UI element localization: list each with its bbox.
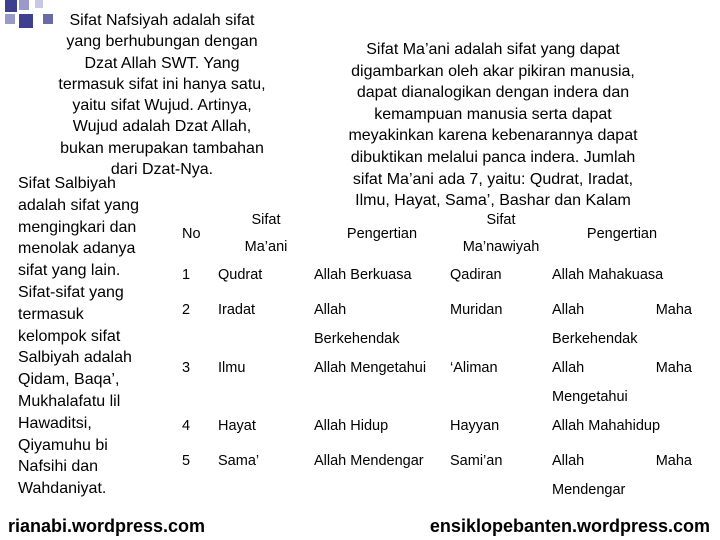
cell-pengertian: Allah Berkehendak [314, 302, 400, 347]
cell-word: Maha [655, 360, 692, 376]
cell-sifat-manawiyah: Muridan [450, 302, 503, 318]
sifat-table [182, 207, 692, 505]
table-row [182, 261, 692, 296]
cell-no: 3 [182, 360, 191, 376]
cell-no: 5 [182, 453, 191, 469]
cell-line [552, 447, 692, 476]
cell-pengertian-2: Allah Mahahidup [552, 418, 661, 434]
cell-word: Maha [655, 302, 692, 318]
cell-pengertian-2: Allah Mahakuasa [552, 267, 664, 283]
cell-word: Allah [552, 302, 585, 318]
header-sifat-manawiyah: Sifat Ma’nawiyah [462, 212, 540, 255]
cell-word: Allah [552, 360, 585, 376]
cell-line: Berkehendak [552, 331, 638, 347]
cell-pengertian: Allah Mendengar [314, 453, 424, 469]
cell-pengertian-2 [552, 354, 692, 412]
cell-sifat-maani: Ilmu [218, 360, 246, 376]
decor-square [19, 14, 33, 28]
decor-square [5, 0, 17, 12]
cell-sifat-maani: Iradat [218, 302, 256, 318]
decor-square [35, 0, 43, 8]
table-row [182, 296, 692, 354]
header-pengertian-2: Pengertian [586, 226, 658, 242]
cell-line: Mendengar [552, 482, 626, 498]
cell-word: Allah [552, 453, 585, 469]
table-row [182, 412, 692, 447]
cell-sifat-manawiyah: ‘Aliman [450, 360, 498, 376]
cell-no: 2 [182, 302, 191, 318]
maani-paragraph: Sifat Ma’ani adalah sifat yang dapat digambarkan oleh akar pikiran manusia, dapat dianalogikan dengan indera dan kemampuan manusia serta dapat meyakinkan karena kebenarannya dapat dibuktikan melalui panca indera. Jumlah sifat Ma’ani ada 7, yaitu: Qudrat, Iradat, Ilmu, Hayat, Sama’, Bashar dan Kalam [348, 41, 638, 210]
header-pengertian: Pengertian [346, 226, 418, 242]
nafsiyah-paragraph: Sifat Nafsiyah adalah sifat yang berhubungan dengan Dzat Allah SWT. Yang termasuk sifat ini hanya satu, yaitu sifat Wujud. Artinya, Wujud adalah Dzat Allah, bukan merupakan tambahan dari Dzat-Nya. [58, 12, 266, 179]
cell-pengertian-2 [552, 296, 692, 354]
cell-line [552, 296, 692, 325]
header-sifat-maani: Sifat Ma’ani [244, 212, 288, 255]
cell-sifat-manawiyah: Sami’an [450, 453, 503, 469]
cell-sifat-maani: Sama’ [218, 453, 260, 469]
footer-right-source: ensiklopebanten.wordpress.com [429, 516, 710, 536]
cell-line [552, 354, 692, 383]
cell-pengertian: Allah Berkuasa [314, 267, 412, 283]
cell-sifat-manawiyah: Hayyan [450, 418, 500, 434]
cell-sifat-manawiyah: Qadiran [450, 267, 502, 283]
cell-pengertian-2 [552, 447, 692, 505]
decor-square [5, 14, 15, 24]
cell-no: 1 [182, 267, 191, 283]
cell-sifat-maani: Hayat [218, 418, 256, 434]
decor-square [19, 0, 29, 10]
table-row [182, 447, 692, 505]
cell-word: Maha [655, 453, 692, 469]
cell-pengertian: Allah Mengetahui [314, 360, 427, 376]
cell-pengertian: Allah Hidup [314, 418, 389, 434]
table-row [182, 354, 692, 412]
header-no: No [182, 226, 201, 242]
cell-no: 4 [182, 418, 191, 434]
cell-line: Mengetahui [552, 389, 628, 405]
cell-sifat-maani: Qudrat [218, 267, 263, 283]
footer-left-source: rianabi.wordpress.com [8, 516, 206, 536]
salbiyah-paragraph: Sifat Salbiyah adalah sifat yang mengingkari dan menolak adanya sifat yang lain. Sifat-sifat yang termasuk kelompok sifat Salbiyah adalah Qidam, Baqa’, Mukhalafatu lil Hawaditsi, Qiyamuhu bi Nafsihi dan Wahdaniyat. [18, 175, 139, 498]
